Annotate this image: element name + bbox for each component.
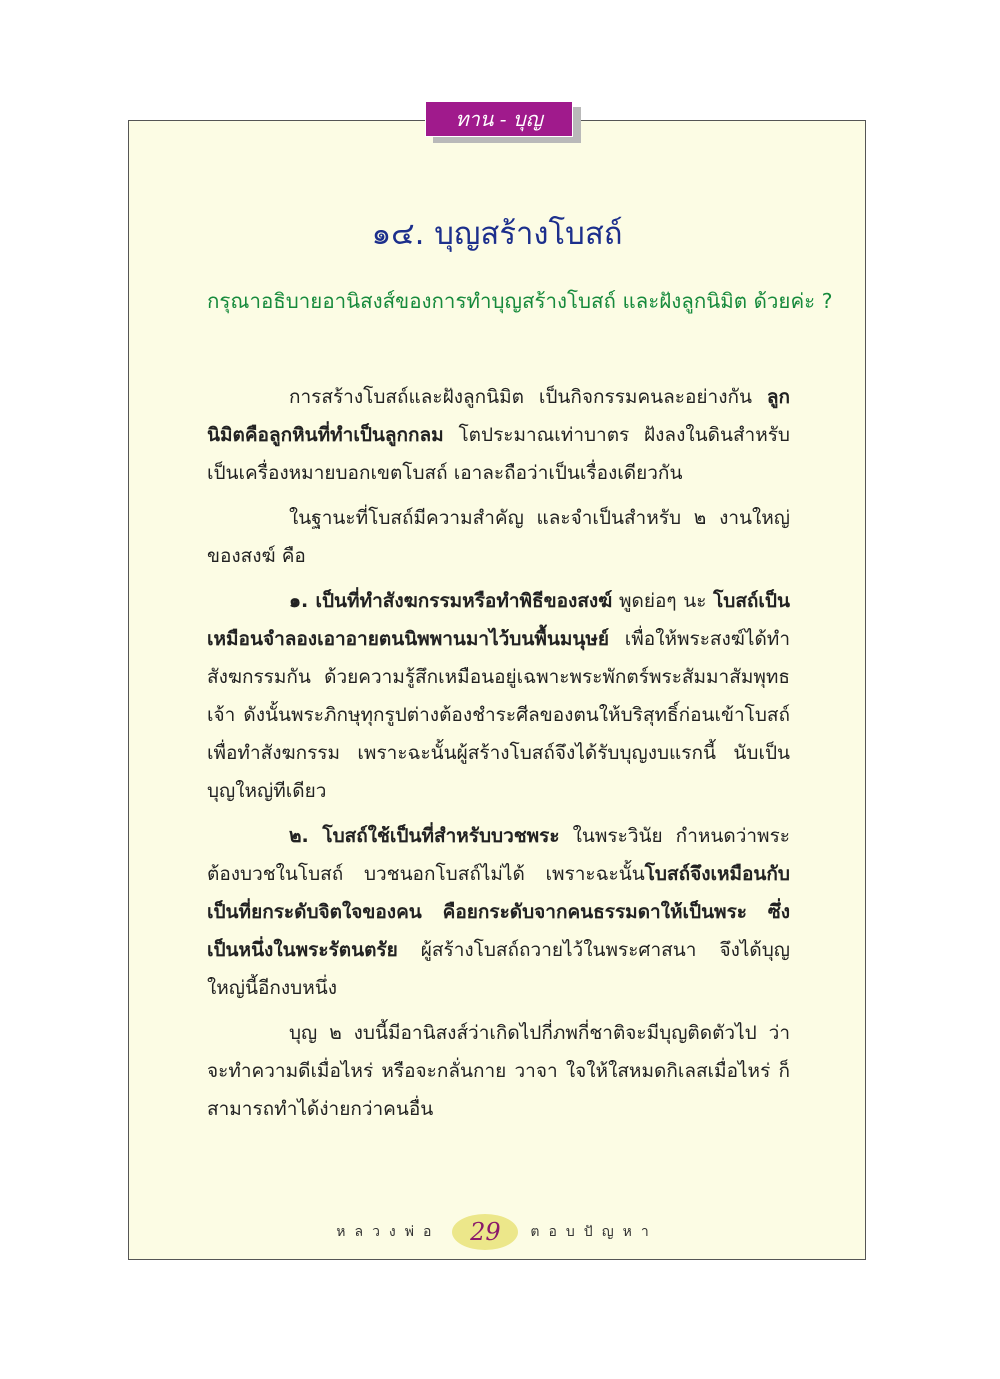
chapter-title: ๑๔. บุญสร้างโบสถ์ — [371, 216, 623, 252]
paragraph-text: การสร้างโบสถ์และฝังลูกนิมิต เป็นกิจกรรมคนละอย่างกัน — [289, 386, 767, 408]
paragraph-bold: ๒. โบสถ์ใช้เป็นที่สำหรับบวชพระ — [289, 825, 560, 847]
paragraph-bold: โบสถ์เป็นเหมือนจำลองเอาอายตนนิพพานมาไว้บนพื้นมนุษย์ — [207, 590, 790, 650]
section-tab: ทาน - บุญ — [425, 101, 573, 137]
footer-left-text: หลวงพ่อ — [336, 1224, 441, 1240]
page-footer — [128, 1212, 866, 1252]
paragraph-text: เพื่อให้พระสงฆ์ได้ทำสังฆกรรมกัน ด้วยความรู้สึกเหมือนอยู่เฉพาะพระพักตร์พระสัมมาสัมพุทธเจ้า ดังนั้นพระภิกษุทุกรูปต่างต้องชำระศีลของตนให้บริสุทธิ์ก่อนเข้าโบสถ์ เพื่อทำสังฆกรรม เพราะฉะนั้นผู้สร้างโบสถ์จึงได้รับบุญงบแรกนี้ นับเป็นบุญใหญ่ทีเดียว — [207, 628, 790, 802]
paragraph-text: โตประมาณเท่าบาตร ฝังลงในดินสำหรับเป็นเครื่องหมายบอกเขตโบสถ์ เอาละถือว่าเป็นเรื่องเดียวกัน — [207, 424, 790, 484]
paragraph-3 — [207, 582, 790, 810]
paragraph-text: ในพระวินัย กำหนดว่าพระต้องบวชในโบสถ์ บวชนอกโบสถ์ไม่ได้ เพราะฉะนั้น — [207, 825, 790, 885]
paragraph-text: ในฐานะที่โบสถ์มีความสำคัญ และจำเป็นสำหรับ ๒ งานใหญ่ของสงฆ์ คือ — [207, 507, 790, 567]
paragraph-bold: ๑. เป็นที่ทำสังฆกรรมหรือทำพิธีของสงฆ์ — [289, 590, 613, 612]
paragraph-text: ผู้สร้างโบสถ์ถวายไว้ในพระศาสนา จึงได้บุญใหญ่นี้อีกงบหนึ่ง — [207, 939, 790, 999]
paragraph-text: พูดย่อๆ นะ — [612, 590, 714, 612]
paragraph-4 — [207, 817, 790, 1007]
paragraph-bold: ลูกนิมิตคือลูกหินที่ทำเป็นลูกกลม — [207, 386, 790, 446]
paragraph-2 — [207, 499, 790, 575]
paragraph-bold: โบสถ์จึงเหมือนกับเป็นที่ยกระดับจิตใจของคน คือยกระดับจากคนธรรมดาให้เป็นพระ ซึ่งเป็นหนึ่งในพระรัตนตรัย — [207, 863, 790, 961]
paragraph-5 — [207, 1014, 790, 1128]
question-text: กรุณาอธิบายอานิสงส์ของการทำบุญสร้างโบสถ์ และฝังลูกนิมิต ด้วยค่ะ ? — [207, 289, 833, 313]
paragraph-text: บุญ ๒ งบนี้มีอานิสงส์ว่าเกิดไปกี่ภพกี่ชาติจะมีบุญติดตัวไป ว่าจะทำความดีเมื่อไหร่ หรือจะกลั่นกาย วาจา ใจให้ใสหมดกิเลสเมื่อไหร่ ก็สามารถทำได้ง่ายกว่าคนอื่น — [207, 1022, 790, 1120]
page-number: 29 — [452, 1214, 518, 1250]
answer-body — [207, 378, 790, 1135]
footer-right-text: ตอบปัญหา — [530, 1224, 658, 1240]
paragraph-1 — [207, 378, 790, 492]
